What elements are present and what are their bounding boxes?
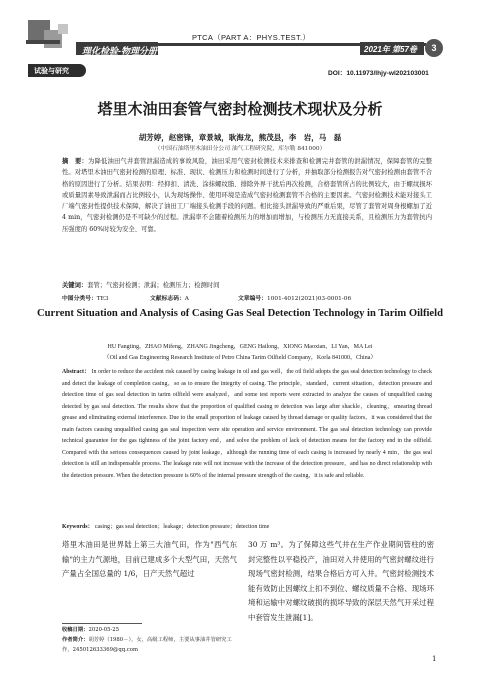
clc-number [62,293,109,302]
keywords-en-label: Keywords： [62,524,94,530]
authors-en: HU Fangting，ZHAO Mifeng，ZHANG Jingcheng，GENG Hailong，XIONG Maoxian，LI Yan，MA Lei [107,344,373,350]
abstract-cn-label: 摘 要： [62,158,88,165]
journal-name: PTCA（PART A：PHYS.TEST.） [192,33,311,42]
article-number [238,293,351,302]
keywords-cn-text: 套管；气密封检测；泄漏；检测压力；检测时间 [87,282,220,289]
received-date [62,626,237,636]
abstract-cn [62,156,432,235]
keywords-en [62,521,432,530]
abstract-cn-text: 为降低油田气井套管泄漏造成的事故风险，油田采用气密封检测技术来排查和检测完井套管的泄漏情况，保障套管的完整性。对塔里木油田气密封检测的原理、标准、现状、检测压力和检测时间进行了分析，并抽取部分检测报告对气密封检测由套管不合格的原因进行了分析。结果表明：经抑扣、清洗、涂抹螺纹脂、排除外界干扰后再次检测，合格套管所占的比例较大，由于螺纹损坏或质量因素导致泄漏而占比例较小，认为现场操作、使用环境是造成气密封检测套管不合格的主要因素。气密封检测技术能对接头工厂端气密封性提供技术保障，解决了油田工厂端接头检测手段的问题。相比接头泄漏导致的严重后果，尽管了套管对周身根螺加了近 4 min，气密封检测仍是不可缺少的过程。泄漏率不会随着检测压力的增加而增加，与检测压力无直接关系，且检测压力为套管抗内压强度的 60%时较为安全、可靠。 [62,158,433,233]
abstract-en-text: In order to reduce the accident risk caused by casing leakage in oil and gas well，the oil field adopts the gas seal detection technology to check and detect the leakage of completion casing，so as to ensure the integrity of casing. The principle，standard，current situation，detection pressure and detection time of gas seal detection in tarim oilfield were analyzed，and some test reports were extracted to analyze the causes of unqualified casing detected by gas seal detection. The results show that the proportion of qualified casing re detection was large after shackle，cleaning，smearing thread grease and eliminating external interference. Due to the small proportion of leakage caused by thread damage or quality factors，it was considered that the main factors causing unqualified casing gas seal inspection were site operation and service environment. The gas seal detection technology can provide technical guarantee for the gas tightness of the joint factory end，and solve the problem of lack of detection means for the factory end in the oilfield. Compared with the serious consequences caused by joint leakage，although the running time of each casing is increased by nearly 4 min，the gas seal detection is still an indispensable process. The leakage rate will not increase with the increase of the detection pressure，and has no direct relationship with the detection pressure. When the detection pressure is 60% of the internal pressure strength of the casing，it is safe and reliable. [62,369,432,479]
affiliation-en: （Oil and Gas Engineering Research Institute of Petro China Tarim Oilfield Company，Korla 841000，China） [103,355,377,361]
received-label: 收稿日期： [62,627,89,633]
journal-brand: 理化检验-物理分册 [82,46,157,56]
body-left-column: 塔里木油田是世界陆上第三大油气田，作为"西气东输"的主力气源地，目前已建成多个大型气田，天然气产量占全国总量的 1/6，日产天然气超过 [62,540,237,579]
article-label: 文章编号： [238,296,267,302]
footnote-rule [62,623,142,624]
clc-value: TE3 [96,296,109,302]
clc-label: 中图分类号： [62,296,97,302]
page-number: 1 [432,655,437,663]
doi: DOI：10.11973/lhjy-wl202103001 [328,70,429,77]
author-bio-label: 作者简介： [62,637,89,643]
keywords-cn-label: 关键词： [62,282,88,289]
abstract-en [62,367,432,482]
author-bio-text: 胡芳婷（1980－），女，高级工程师，主要从事油井管研究工作，245012633369@qq.com [62,637,232,653]
affiliation-cn: （中国石油塔里木油田分公司 油气工程研究院，库尔勒 841000） [154,146,326,152]
title-en: Current Situation and Analysis of Casing Gas Seal Detection Technology in Tarim Oilfield [37,308,443,319]
issue-label: 2021年 第57卷 [364,45,417,54]
article-value: 1001-4012(2021)03-0001-06 [267,296,352,302]
author-bio [62,636,237,655]
section-tag-label: 试验与研究 [34,66,69,75]
doc-code [150,293,189,302]
body-right-column: 30 万 m³。为了保障这些气井在生产作业期间管柱的密封完整性以平稳投产，油田对入井使用的气密封螺纹进行现场气密封检测，结果合格后方可入井。气密封检测技术能有效防止因螺纹上扣不到位、螺纹质量不合格、现场环境和运输中对螺纹破损的损坏导致的深层天然气开采过程中套管发生泄漏[1]。 [248,540,434,622]
issue-number-badge: 3 [425,39,443,57]
abstract-en-label: Abstract： [62,369,90,375]
section-tag [28,64,86,77]
keywords-en-text: casing；gas seal detection；leakage；detection pressure；detection time [94,524,270,530]
title-cn: 塔里木油田套管气密封检测技术现状及分析 [97,100,383,118]
keywords-cn [62,280,432,291]
doc-label: 文献标志码： [150,296,185,302]
received-value: 2020-05-25 [88,627,120,633]
doc-value: A [184,296,189,302]
authors-cn: 胡芳婷，赵密锋，章景城，耿海龙，熊茂县，李 岩，马 磊 [138,133,342,142]
